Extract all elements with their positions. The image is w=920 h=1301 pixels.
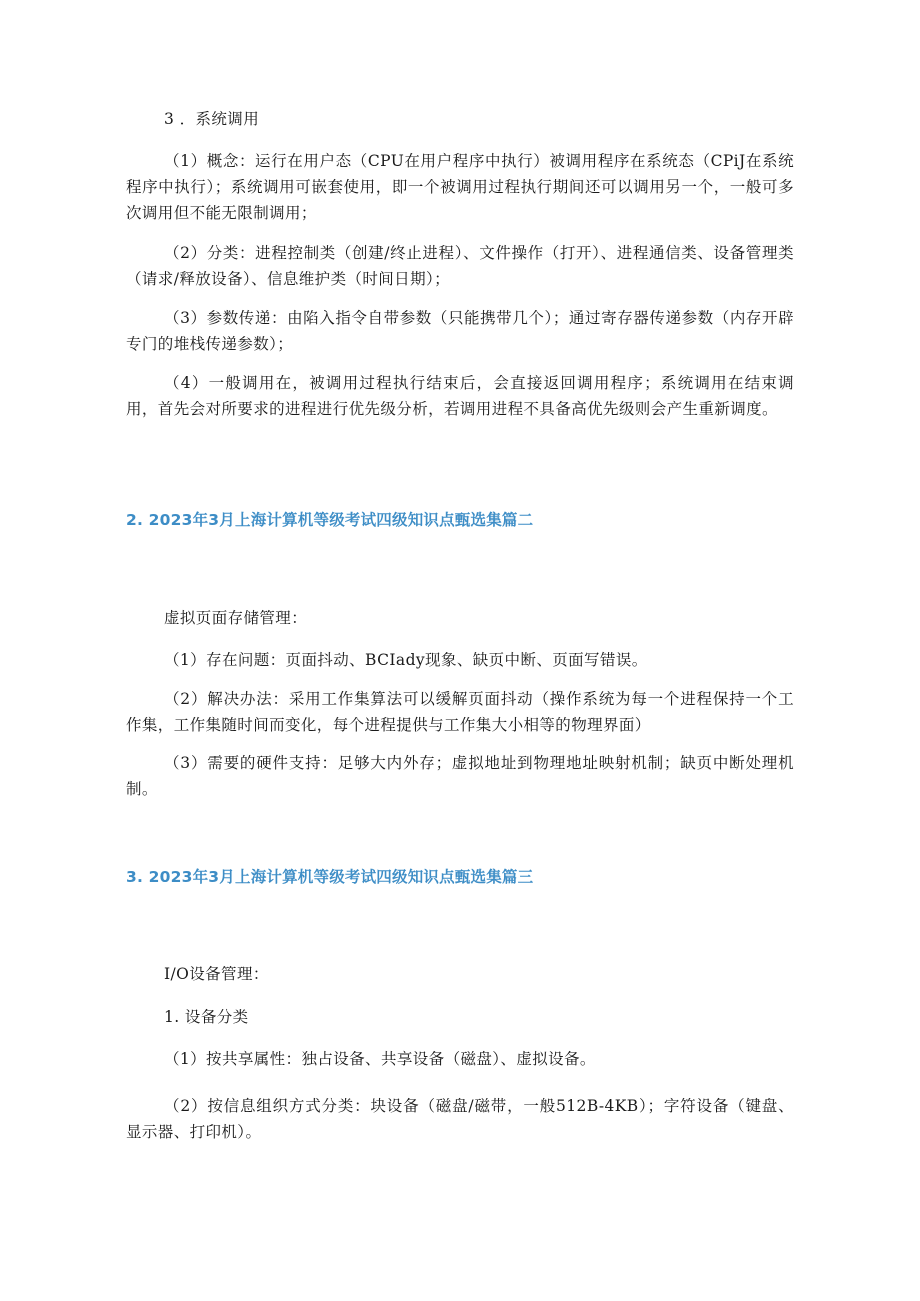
paragraph-classification: （2）分类：进程控制类（创建/终止进程）、文件操作（打开）、进程通信类、设备管理类（请求/释放设备）、信息维护类（时间日期）； bbox=[126, 244, 794, 288]
paragraph-parameter-passing: （3）参数传递：由陷入指令自带参数（只能携带几个）；通过寄存器传递参数（内存开辟专门的堆栈传递参数）； bbox=[126, 309, 794, 353]
paragraph-existing-problems: （1）存在问题：页面抖动、BCIady现象、缺页中断、页面写错误。 bbox=[164, 651, 648, 669]
intro-virtual-page-storage: 虚拟页面存储管理： bbox=[164, 609, 308, 627]
section-title-system-call: 3 ．系统调用 bbox=[164, 110, 260, 128]
section-heading-part-two: 2. 2023年3月上海计算机等级考试四级知识点甄选集篇二 bbox=[126, 511, 534, 529]
subtitle-device-classification: 1. 设备分类 bbox=[164, 1008, 249, 1026]
paragraph-general-call: （4）一般调用在，被调用过程执行结束后，会直接返回调用程序；系统调用在结束调用，首先会对所要求的进程进行优先级分析，若调用进程不具备高优先级则会产生重新调度。 bbox=[126, 374, 794, 418]
paragraph-by-sharing-attribute: （1）按共享属性：独占设备、共享设备（磁盘）、虚拟设备。 bbox=[164, 1050, 596, 1068]
intro-io-device-management: I/O设备管理： bbox=[164, 965, 269, 983]
paragraph-solution: （2）解决办法：采用工作集算法可以缓解页面抖动（操作系统为每一个进程保持一个工作集，工作集随时间而变化，每个进程提供与工作集大小相等的物理界面） bbox=[126, 690, 794, 734]
section-heading-part-three: 3. 2023年3月上海计算机等级考试四级知识点甄选集篇三 bbox=[126, 868, 534, 886]
paragraph-concept: （1）概念：运行在用户态（CPU在用户程序中执行）被调用程序在系统态（CPiJ在系统程序中执行）；系统调用可嵌套使用，即一个被调用过程执行期间还可以调用另一个，一般可多次调用但不能无限制调用； bbox=[126, 152, 794, 222]
paragraph-hardware-support: （3）需要的硬件支持：足够大内外存；虚拟地址到物理地址映射机制；缺页中断处理机制。 bbox=[126, 754, 794, 798]
paragraph-by-organization: （2）按信息组织方式分类：块设备（磁盘/磁带，一般512B-4KB）；字符设备（键盘、显示器、打印机）。 bbox=[126, 1097, 794, 1141]
